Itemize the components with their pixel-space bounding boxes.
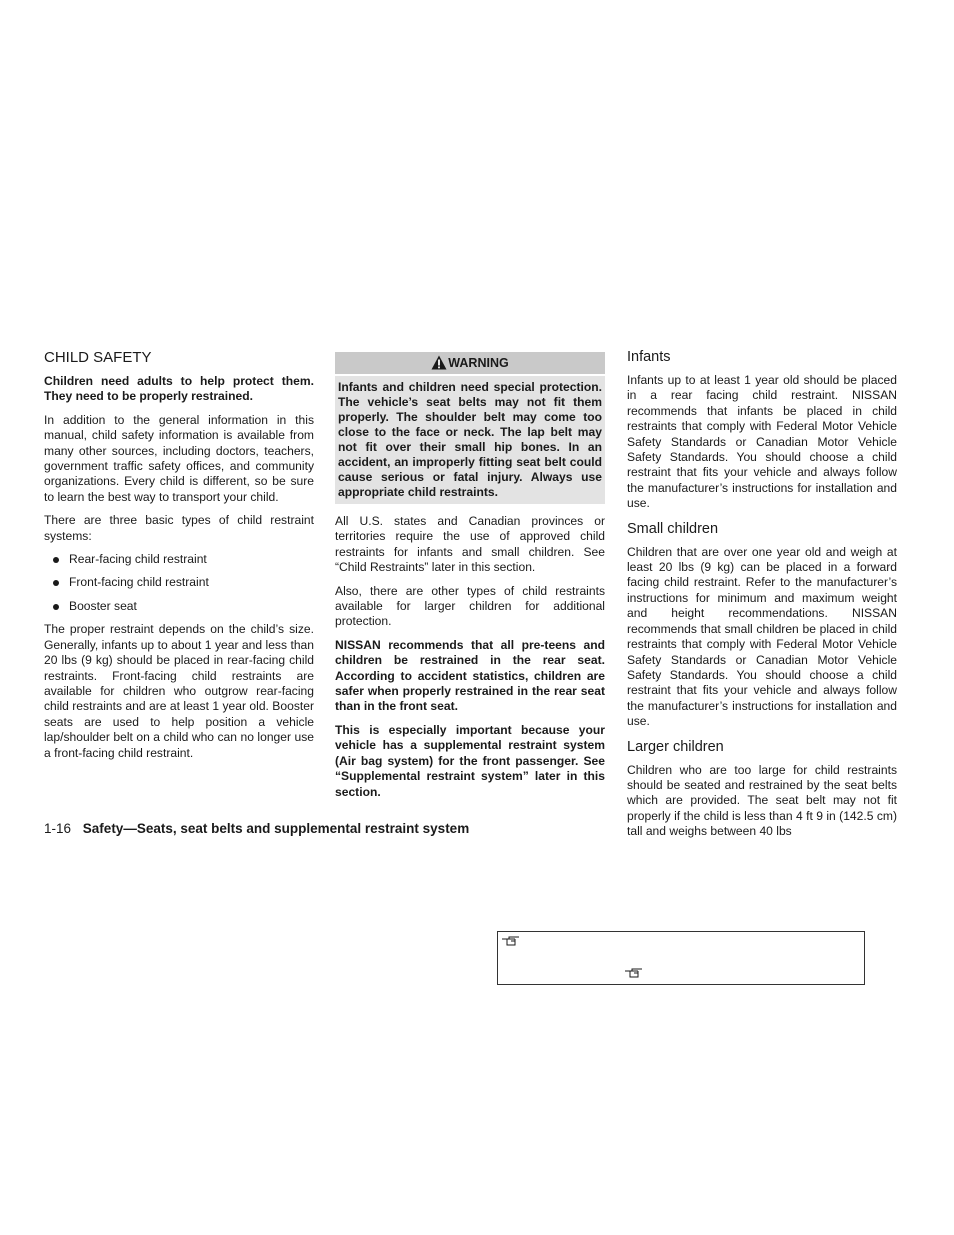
paragraph: All U.S. states and Canadian provinces or territories require the use of approved child restraints for infants and small children. See “Child Restraints” later in this section. xyxy=(335,514,605,575)
paragraph: Also, there are other types of child restraints available for larger children for additional protection. xyxy=(335,583,605,629)
restraint-type-list xyxy=(44,552,314,614)
page-number: 1-16 xyxy=(44,821,72,836)
bold-paragraph: This is especially important because your vehicle has a supplemental restraint system (Air bag system) for the front passenger. See “Supplemental restraint system” later in this section. xyxy=(335,722,605,799)
column-right xyxy=(627,348,897,848)
list-item xyxy=(44,575,314,590)
subheading-larger-children: Larger children xyxy=(627,738,724,755)
bold-paragraph: NISSAN recommends that all pre-teens and children be restrained in the rear seat. According to accident statistics, children are safer when properly restrained in the rear seat than in the front seat. xyxy=(335,637,605,714)
bullet-icon xyxy=(53,557,59,563)
warning-text: Infants and children need special protection. The vehicle’s seat belts may not fit them properly. The shoulder belt may come too close to the face or neck. The lap belt may not fit over their small hip bones. In an accident, an improperly fitting seat belt could cause serious or fatal injury. Always use appropriate child restraints. xyxy=(335,376,605,504)
paragraph: Children who are too large for child restraints should be seated and restrained by the seat belts which are provided. The seat belt may not fit properly if the child is less than 4 ft 9 in (142.5 cm) tall and weighs between 40 lbs xyxy=(627,762,897,839)
page-footer xyxy=(44,820,469,838)
note-box xyxy=(497,931,865,985)
warning-header xyxy=(335,352,605,374)
subheading-small-children: Small children xyxy=(627,520,719,537)
paragraph: The proper restraint depends on the child’s size. Generally, infants up to about 1 year and less than 20 lbs (9 kg) should be placed in rear-facing child restraints. Front-facing child restraints are available for children who outgrow rear-facing child restraints and are at least 1 year old. Booster seats are used to help position a vehicle lap/shoulder belt on a child who can no longer use a front-facing child restraint. xyxy=(44,622,314,760)
section-heading: CHILD SAFETY xyxy=(44,349,152,366)
list-item-label: Front-facing child restraint xyxy=(69,575,209,590)
paragraph: Infants up to at least 1 year old should be placed in a rear facing child restraint. NISSAN recommends that infants be placed in child restraints that comply with Federal Motor Vehicle Safety Standards or Canadian Motor Vehicle Safety Standards. You should choose a child restraint that fits your vehicle and always follow the manufacturer’s instructions for installation and use. xyxy=(627,373,897,511)
warning-title: WARNING xyxy=(448,356,509,370)
paragraph: In addition to the general information in this manual, child safety information is available from many other sources, including doctors, teachers, government traffic safety offices, and community organizations. Every child is different, so be sure to learn the best way to transport your child. xyxy=(44,412,314,504)
column-left xyxy=(44,348,314,769)
intro-bold-text: Children need adults to help protect them. They need to be properly restrained. xyxy=(44,374,314,404)
bullet-icon xyxy=(53,580,59,586)
list-item-label: Booster seat xyxy=(69,598,137,613)
pointing-hand-icon xyxy=(624,966,644,978)
warning-box xyxy=(335,352,605,504)
list-item-label: Rear-facing child restraint xyxy=(69,552,207,567)
section-title: Safety—Seats, seat belts and supplemental restraint system xyxy=(82,821,470,836)
list-item xyxy=(44,552,314,567)
list-item xyxy=(44,599,314,614)
paragraph: Children that are over one year old and weigh at least 20 lbs (9 kg) can be placed in a forward facing child restraint. Refer to the manufacturer’s instructions for minimum and maximum weight and height recommendations. NISSAN recommends that small children be placed in child restraints that comply with Federal Motor Vehicle Safety Standards or Canadian Motor Vehicle Safety Standards. You should choose a child restraint that fits your vehicle and always follow the manufacturer’s instructions for installation and use. xyxy=(627,544,897,729)
pointing-hand-icon xyxy=(501,934,521,946)
paragraph: There are three basic types of child restraint systems: xyxy=(44,513,314,543)
column-middle xyxy=(335,348,605,808)
subheading-infants: Infants xyxy=(627,349,671,365)
warning-triangle-icon xyxy=(431,355,447,370)
bullet-icon xyxy=(53,604,59,610)
